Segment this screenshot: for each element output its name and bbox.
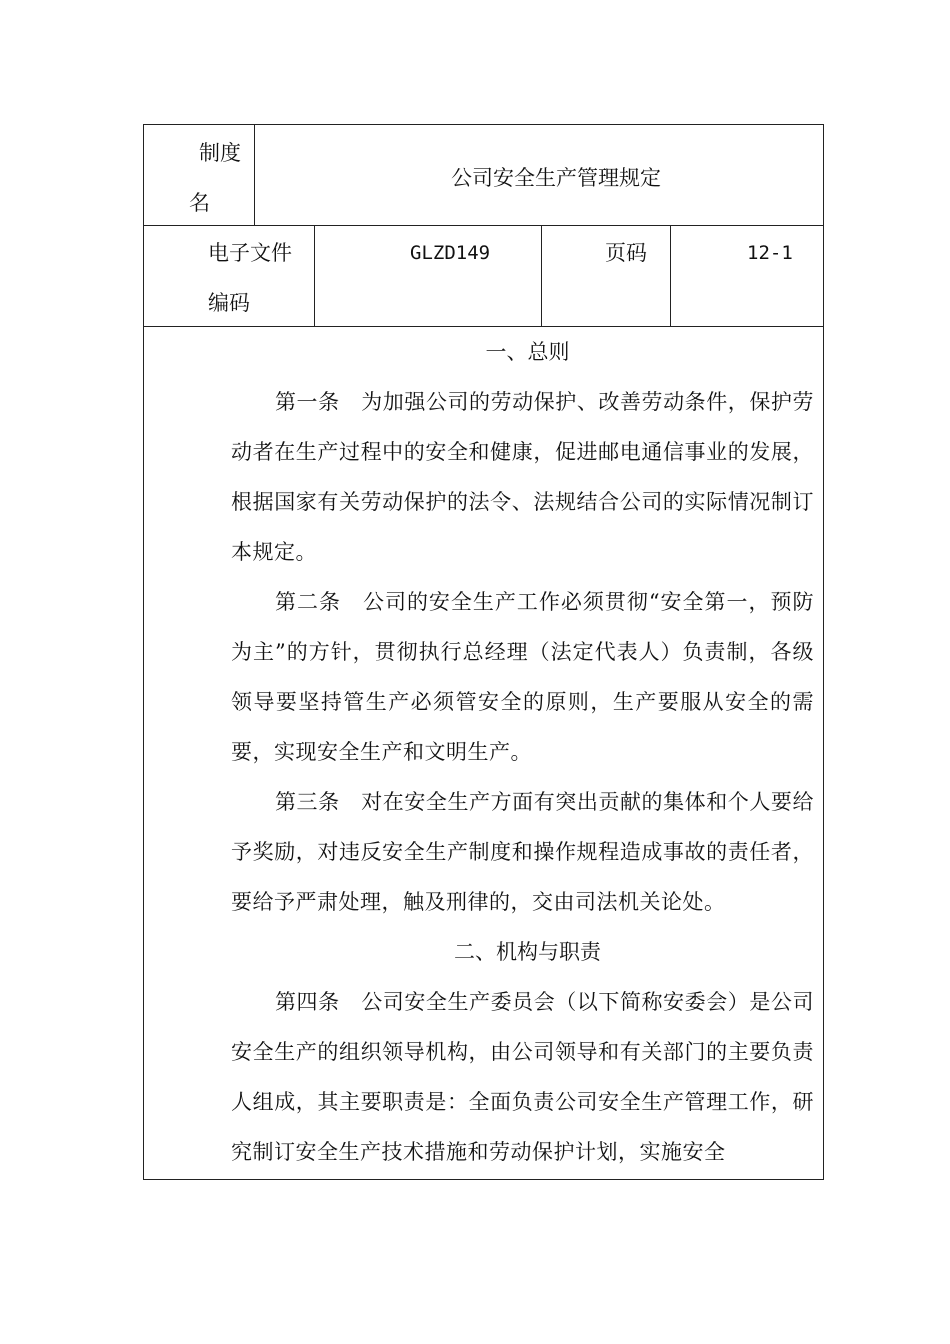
row-divider-1 — [144, 225, 823, 226]
page-value: 12-1 — [747, 242, 793, 264]
file-code-value: GLZD149 — [410, 242, 491, 264]
col-divider-page-label — [670, 225, 671, 326]
col-divider-code-value — [541, 225, 542, 326]
name-label-line1: 制度 — [199, 141, 241, 165]
col-divider-name — [254, 125, 255, 225]
page-label: 页码 — [605, 241, 647, 265]
name-label-line2: 名 — [189, 191, 210, 215]
document-body — [231, 327, 814, 1177]
section-heading: 二、机构与职责 — [454, 940, 601, 964]
document-table — [143, 124, 824, 1180]
section-heading: 一、总则 — [485, 340, 570, 364]
article-paragraph: 第四条 公司安全生产委员会（以下简称安委会）是公司安全生产的组织领导机构，由公司领导和有关部门的主要负责人组成，其主要职责是：全面负责公司安全生产管理工作，研究制订安全生产技术措施和劳动保护计划，实施安全 — [231, 990, 814, 1164]
document-title: 公司安全生产管理规定 — [451, 166, 661, 190]
col-divider-code-label — [314, 225, 315, 326]
file-code-label-line2: 编码 — [208, 291, 250, 315]
article-paragraph: 第二条 公司的安全生产工作必须贯彻“安全第一，预防为主”的方针，贯彻执行总经理（法定代表人）负责制，各级领导要坚持管生产必须管安全的原则，生产要服从安全的需要，实现安全生产和文明生产。 — [231, 590, 814, 764]
article-paragraph: 第一条 为加强公司的劳动保护、改善劳动条件，保护劳动者在生产过程中的安全和健康，促进邮电通信事业的发展，根据国家有关劳动保护的法令、法规结合公司的实际情况制订本规定。 — [231, 390, 814, 564]
article-paragraph: 第三条 对在安全生产方面有突出贡献的集体和个人要给予奖励，对违反安全生产制度和操作规程造成事故的责任者，要给予严肃处理，触及刑律的，交由司法机关论处。 — [231, 790, 814, 914]
file-code-label-line1: 电子文件 — [208, 241, 292, 265]
